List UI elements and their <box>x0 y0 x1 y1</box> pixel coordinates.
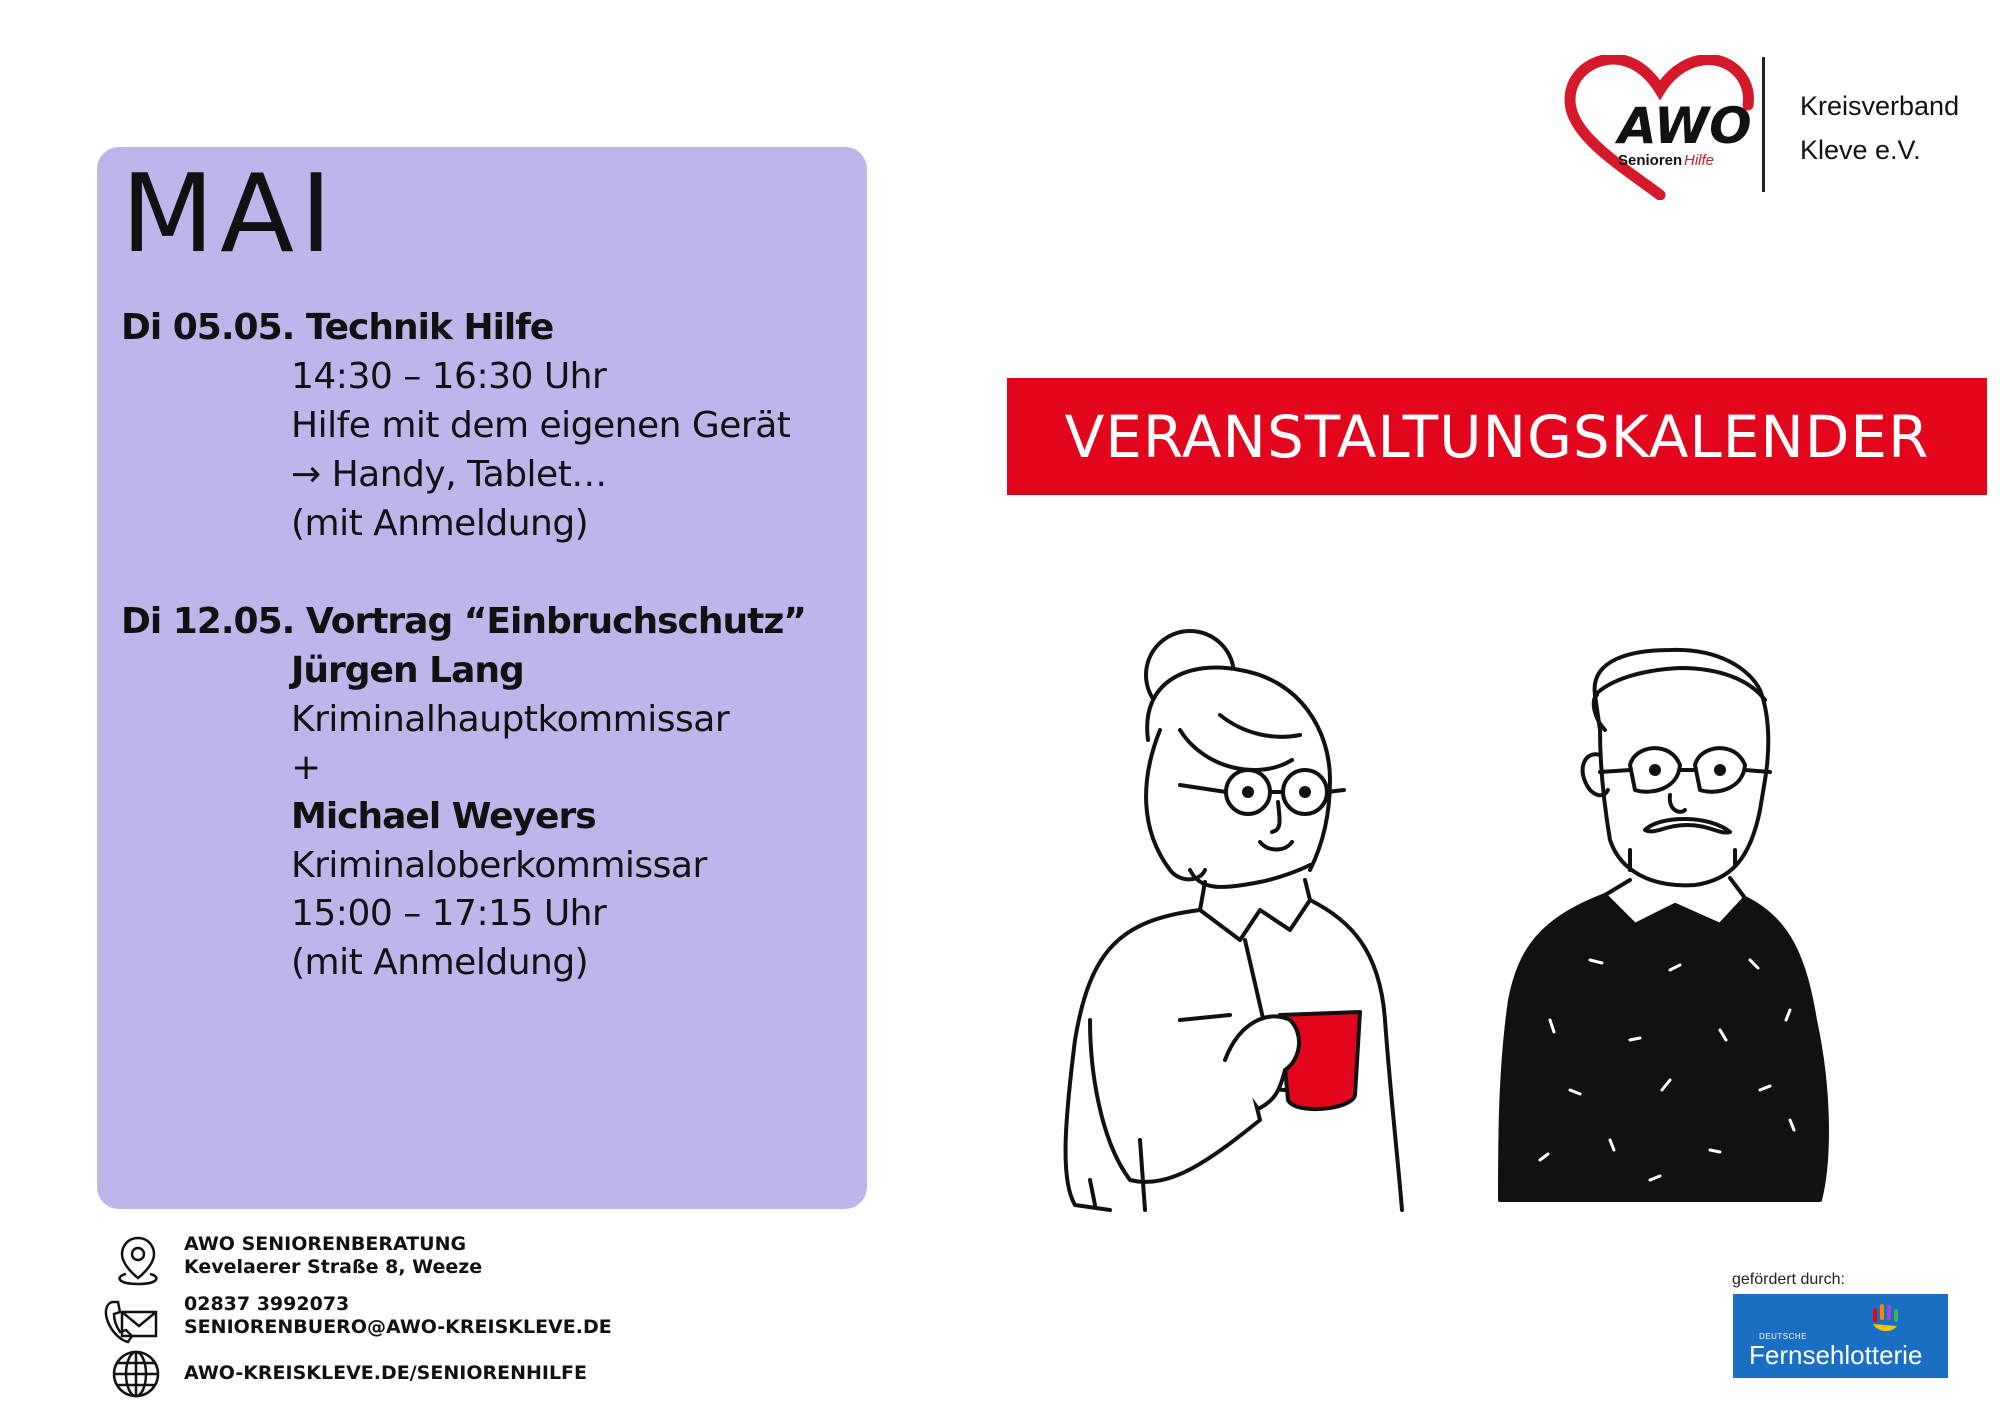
event-2-time: 15:00 – 17:15 Uhr <box>291 893 607 934</box>
contact-web-block <box>184 1362 587 1385</box>
logo-divider <box>1762 57 1765 192</box>
red-mug-icon <box>1225 1012 1360 1109</box>
contact-web[interactable]: AWO-KREISKLEVE.DE/SENIORENHILFE <box>184 1362 588 1384</box>
event-1-devices: → Handy, Tablet… <box>291 454 607 495</box>
location-pin-icon <box>108 1230 168 1290</box>
contact-phone-email-block <box>184 1293 612 1339</box>
logo-org <box>1800 84 1959 172</box>
event-1-desc: Hilfe mit dem eigenen Gerät <box>291 405 791 446</box>
event-2-speaker-1-role: Kriminalhauptkommissar <box>291 699 730 740</box>
hand-logo-icon <box>1867 1302 1905 1336</box>
contact-name: AWO SENIORENBERATUNG <box>184 1233 467 1255</box>
sponsor-logo <box>1733 1294 1948 1378</box>
title-banner <box>1007 378 1987 495</box>
globe-icon <box>106 1344 166 1404</box>
event-2-speaker-2: Michael Weyers <box>291 796 596 837</box>
event-2-plus: + <box>291 747 321 788</box>
event-2-speaker-2-role: Kriminaloberkommissar <box>291 845 707 886</box>
heart-logo-icon <box>1560 55 1760 200</box>
event-1-registration: (mit Anmeldung) <box>291 503 589 544</box>
event-2-heading: Di 12.05. Vortrag “Einbruchschutz” <box>121 601 806 642</box>
contact-email[interactable]: SENIORENBUERO@AWO-KREISKLEVE.DE <box>184 1316 612 1338</box>
calendar-panel <box>97 147 867 1209</box>
sponsor-name: Fernsehlotterie <box>1749 1340 1923 1370</box>
woman-figure <box>1066 631 1402 1210</box>
banner-text: VERANSTALTUNGSKALENDER <box>1064 402 1930 471</box>
sponsor-small-text: DEUTSCHE <box>1759 1332 1808 1341</box>
logo-sub-b: Hilfe <box>1684 152 1715 169</box>
contact-address-block <box>184 1233 482 1279</box>
seniors-illustration <box>1030 620 1950 1230</box>
org-line-1: Kreisverband <box>1800 91 1960 121</box>
event-1-time: 14:30 – 16:30 Uhr <box>291 356 607 397</box>
sponsor-label: gefördert durch: <box>1732 1271 1845 1288</box>
event-2-speaker-1: Jürgen Lang <box>291 650 524 691</box>
event-2-registration: (mit Anmeldung) <box>291 942 589 983</box>
logo-sub-a: Senioren <box>1618 152 1683 169</box>
event-1-heading: Di 05.05. Technik Hilfe <box>121 307 554 348</box>
contact-phone[interactable]: 02837 3992073 <box>184 1293 350 1315</box>
phone-mail-icon <box>100 1290 160 1350</box>
month-title: MAI <box>121 152 338 277</box>
man-figure <box>1500 650 1827 1200</box>
logo-brand: AWO <box>1618 97 1752 155</box>
org-line-2: Kleve e.V. <box>1800 135 1921 165</box>
contact-address: Kevelaerer Straße 8, Weeze <box>184 1256 483 1278</box>
